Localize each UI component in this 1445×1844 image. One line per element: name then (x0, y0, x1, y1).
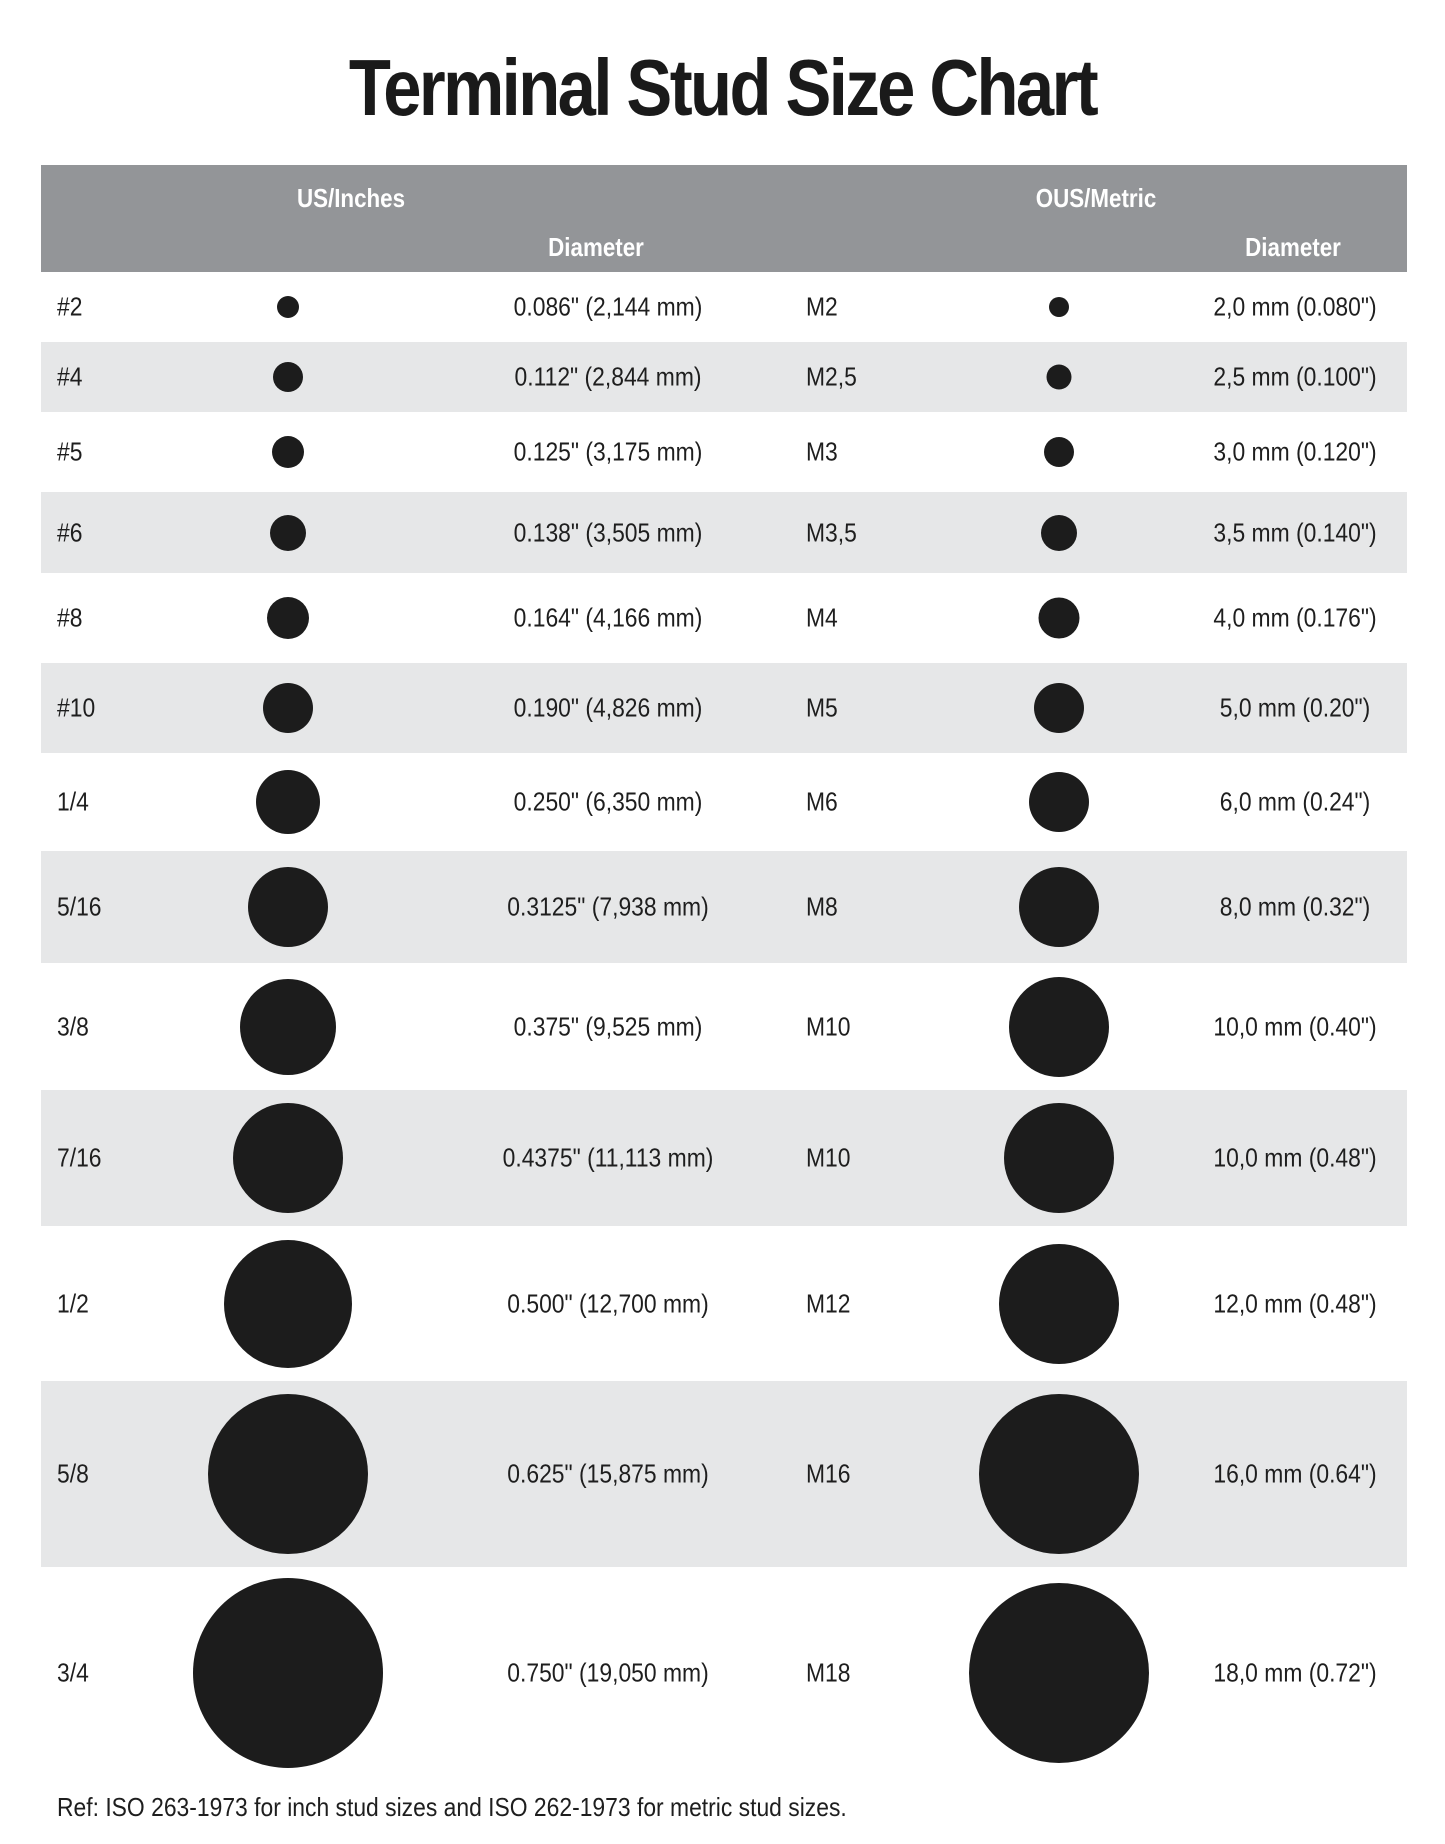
metric-size-label: M12 (806, 1288, 851, 1318)
metric-stud-circle (1034, 683, 1084, 733)
metric-stud-circle (1029, 772, 1089, 832)
metric-diameter-value: 16,0 mm (0.64") (1213, 1458, 1377, 1489)
reference-note: Ref: ISO 263-1973 for inch stud sizes and ISO 262-1973 for metric stud sizes. (57, 1792, 847, 1822)
us-diameter-value: 0.4375" (11,113 mm) (502, 1142, 714, 1173)
metric-diameter-value: 4,0 mm (0.176") (1213, 602, 1377, 633)
metric-stud-circle (1049, 297, 1069, 317)
metric-size-label: M10 (806, 1011, 851, 1041)
metric-size-label: M2,5 (806, 361, 857, 392)
metric-size-label: M4 (806, 602, 838, 633)
metric-diameter-value: 10,0 mm (0.48") (1213, 1142, 1377, 1173)
metric-size-label: M2 (806, 291, 838, 322)
metric-stud-circle (1004, 1103, 1114, 1213)
page-title: Terminal Stud Size Chart (348, 43, 1097, 132)
metric-stud-circle (999, 1244, 1119, 1364)
us-diameter-value: 0.190" (4,826 mm) (513, 692, 703, 723)
metric-stud-circle (1041, 515, 1077, 551)
us-size-label: #4 (57, 361, 83, 392)
table-row (41, 412, 1407, 492)
us-diameter-header: Diameter (548, 232, 644, 262)
us-size-label: #5 (57, 436, 83, 467)
metric-diameter-value: 12,0 mm (0.48") (1213, 1288, 1377, 1318)
metric-stud-circle (1019, 867, 1099, 947)
metric-size-label: M6 (806, 786, 838, 817)
metric-diameter-value: 6,0 mm (0.24") (1219, 786, 1371, 817)
metric-diameter-value: 2,0 mm (0.080") (1213, 291, 1377, 322)
table-row (41, 851, 1407, 963)
us-size-label: 3/8 (57, 1011, 89, 1041)
table-row (41, 492, 1407, 573)
metric-size-label: M5 (806, 692, 838, 723)
us-size-label: #2 (57, 291, 83, 322)
us-size-label: 5/16 (57, 891, 102, 922)
us-size-label: #8 (57, 602, 83, 633)
us-diameter-value: 0.112" (2,844 mm) (514, 361, 702, 392)
us-stud-circle (224, 1240, 352, 1368)
table-header (41, 165, 1407, 272)
us-diameter-value: 0.250" (6,350 mm) (513, 786, 703, 817)
metric-size-label: M18 (806, 1657, 851, 1687)
us-stud-circle (256, 770, 320, 834)
us-diameter-value: 0.3125" (7,938 mm) (507, 891, 709, 922)
us-stud-circle (273, 362, 303, 392)
table-row (41, 663, 1407, 753)
metric-stud-circle (1047, 365, 1072, 390)
metric-diameter-header: Diameter (1245, 232, 1341, 262)
us-stud-circle (193, 1578, 383, 1768)
metric-stud-circle (1009, 977, 1109, 1077)
us-inches-header: US/Inches (296, 183, 406, 213)
us-size-label: #10 (57, 692, 96, 723)
metric-header: OUS/Metric (1035, 183, 1157, 213)
us-stud-circle (267, 597, 309, 639)
us-stud-circle (270, 515, 306, 551)
metric-diameter-value: 18,0 mm (0.72") (1213, 1657, 1377, 1687)
us-diameter-value: 0.500" (12,700 mm) (507, 1288, 709, 1318)
us-diameter-value: 0.750" (19,050 mm) (507, 1657, 709, 1687)
us-size-label: 1/4 (57, 786, 89, 817)
us-stud-circle (272, 436, 304, 468)
us-diameter-value: 0.164" (4,166 mm) (513, 602, 703, 633)
table-row (41, 1381, 1407, 1567)
us-diameter-value: 0.138" (3,505 mm) (513, 517, 703, 547)
metric-stud-circle (1044, 437, 1074, 467)
metric-diameter-value: 3,5 mm (0.140") (1213, 517, 1377, 547)
metric-diameter-value: 3,0 mm (0.120") (1213, 436, 1377, 467)
us-diameter-value: 0.086" (2,144 mm) (513, 291, 703, 322)
metric-diameter-value: 8,0 mm (0.32") (1219, 891, 1371, 922)
table-row (41, 753, 1407, 851)
us-size-label: 7/16 (57, 1142, 102, 1173)
metric-stud-circle (979, 1394, 1139, 1554)
metric-diameter-value: 2,5 mm (0.100") (1213, 361, 1377, 392)
metric-diameter-value: 10,0 mm (0.40") (1213, 1011, 1377, 1041)
table-row (41, 1567, 1407, 1778)
us-stud-circle (263, 683, 313, 733)
us-size-label: 5/8 (57, 1458, 89, 1489)
us-diameter-value: 0.625" (15,875 mm) (507, 1458, 709, 1489)
table-row (41, 963, 1407, 1090)
table-row (41, 1226, 1407, 1381)
table-row (41, 272, 1407, 342)
table-row (41, 342, 1407, 412)
us-diameter-value: 0.125" (3,175 mm) (513, 436, 703, 467)
table-row (41, 573, 1407, 663)
us-stud-circle (277, 296, 299, 318)
us-stud-circle (240, 979, 336, 1075)
metric-size-label: M16 (806, 1458, 851, 1489)
metric-stud-circle (969, 1583, 1149, 1763)
us-stud-circle (248, 867, 328, 947)
us-stud-circle (208, 1394, 368, 1554)
us-diameter-value: 0.375" (9,525 mm) (513, 1011, 703, 1041)
metric-size-label: M8 (806, 891, 838, 922)
table-row (41, 1090, 1407, 1226)
metric-diameter-value: 5,0 mm (0.20") (1219, 692, 1371, 723)
us-size-label: #6 (57, 517, 83, 547)
metric-stud-circle (1039, 598, 1080, 639)
us-size-label: 3/4 (57, 1657, 89, 1687)
metric-size-label: M10 (806, 1142, 851, 1173)
us-size-label: 1/2 (57, 1288, 89, 1318)
us-stud-circle (233, 1103, 343, 1213)
metric-size-label: M3 (806, 436, 838, 467)
metric-size-label: M3,5 (806, 517, 857, 547)
